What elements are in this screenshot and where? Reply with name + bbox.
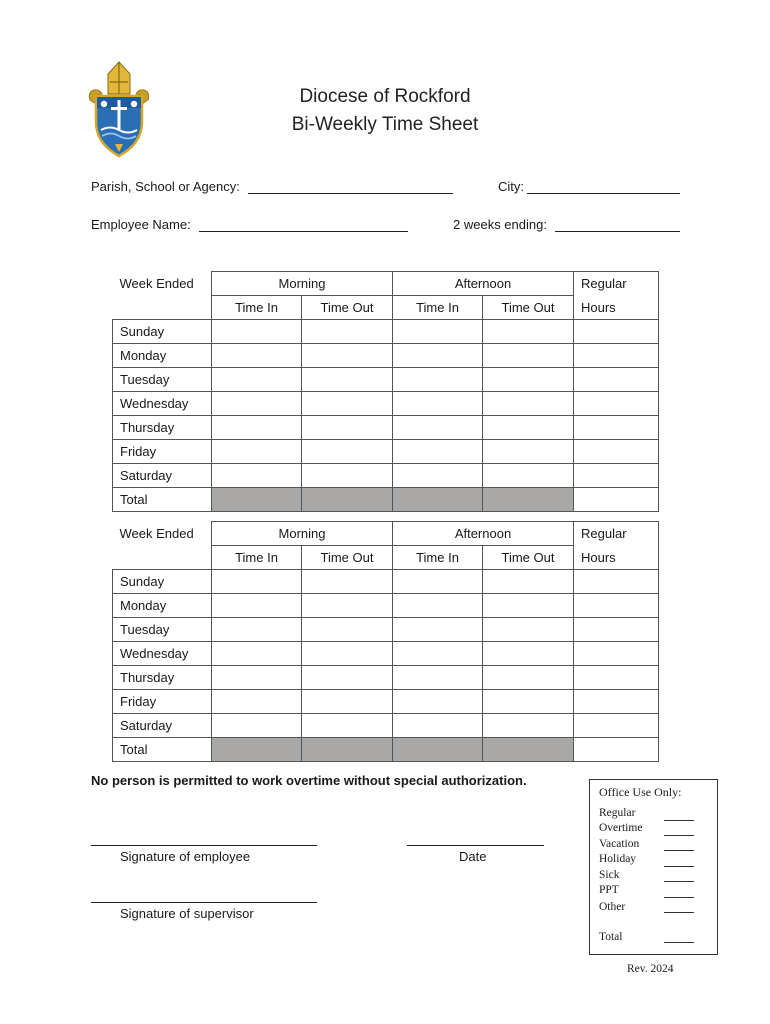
table-row [113,570,659,594]
regular-header: Regular [574,272,659,296]
day-label: Thursday [113,666,212,690]
office-item-other: Other [599,901,626,913]
employee-name-label: Employee Name: [91,217,191,232]
morning-header: Morning [212,522,393,546]
day-label: Friday [113,690,212,714]
table-row [113,618,659,642]
parish-field[interactable] [248,193,453,194]
table-row [113,344,659,368]
table-row [113,690,659,714]
day-label: Tuesday [113,618,212,642]
afternoon-header: Afternoon [393,522,574,546]
date-label: Date [459,849,487,864]
time-out-header: Time Out [483,296,574,320]
supervisor-signature-label: Signature of supervisor [120,906,254,921]
office-item-total: Total [599,931,623,943]
office-item-vacation: Vacation [599,838,640,850]
employee-signature-line[interactable] [91,845,317,846]
time-out-header: Time Out [483,546,574,570]
day-label: Monday [113,594,212,618]
office-blank[interactable] [664,835,694,836]
office-use-title: Office Use Only: [599,785,682,799]
employee-signature-label: Signature of employee [120,849,251,864]
regular-header: Regular [574,522,659,546]
time-in-header: Time In [393,546,483,570]
total-row [113,488,659,512]
office-item-regular: Regular [599,807,636,819]
day-label: Wednesday [113,642,212,666]
office-blank[interactable] [664,942,694,943]
weeks-ending-label: 2 weeks ending: [453,217,547,232]
parish-label: Parish, School or Agency: [91,179,240,194]
office-blank[interactable] [664,897,694,898]
office-item-sick: Sick [599,869,620,881]
day-label: Thursday [113,416,212,440]
overtime-notice: No person is permitted to work overtime without special authorization. [91,773,527,788]
week-ended-label: Week Ended [119,276,194,291]
afternoon-header: Afternoon [393,272,574,296]
day-label: Monday [113,344,212,368]
table-row [113,416,659,440]
office-item-overtime: Overtime [599,822,643,834]
table-row [113,440,659,464]
office-item-holiday: Holiday [599,853,637,865]
city-label: City: [498,179,524,194]
time-in-header: Time In [393,296,483,320]
supervisor-signature-line[interactable] [91,902,317,903]
week-table-2 [112,521,659,762]
office-blank[interactable] [664,820,694,821]
office-blank[interactable] [664,881,694,882]
table-row [113,666,659,690]
city-field[interactable] [527,193,680,194]
diocese-logo [84,60,154,160]
day-label: Sunday [113,570,212,594]
office-blank[interactable] [664,850,694,851]
morning-header: Morning [212,272,393,296]
table-row [113,714,659,738]
date-line[interactable] [407,845,544,846]
time-out-header: Time Out [302,546,393,570]
total-hours-cell[interactable] [574,488,659,512]
employee-name-field[interactable] [199,231,408,232]
hours-header: Hours [574,296,659,320]
time-out-header: Time Out [302,296,393,320]
office-blank[interactable] [664,866,694,867]
total-row [113,738,659,762]
table-row [113,594,659,618]
hours-header: Hours [574,546,659,570]
table-row [113,320,659,344]
day-label: Tuesday [113,368,212,392]
day-label: Sunday [113,320,212,344]
week-table-1 [112,271,659,512]
table-row [113,392,659,416]
time-in-header: Time In [212,546,302,570]
day-label: Saturday [113,464,212,488]
form-title: Bi-Weekly Time Sheet [291,114,479,135]
table-row [113,464,659,488]
org-title: Diocese of Rockford [299,86,471,107]
day-label: Saturday [113,714,212,738]
office-blank[interactable] [664,912,694,913]
table-row [113,368,659,392]
table-row [113,642,659,666]
week-ended-label: Week Ended [119,526,194,541]
total-hours-cell[interactable] [574,738,659,762]
weeks-ending-field[interactable] [555,231,680,232]
total-label: Total [113,738,212,762]
time-in-header: Time In [212,296,302,320]
day-label: Friday [113,440,212,464]
day-label: Wednesday [113,392,212,416]
total-label: Total [113,488,212,512]
office-item-ppt: PPT [599,884,619,896]
office-use-box [589,779,718,955]
revision-label: Rev. 2024 [627,963,674,975]
